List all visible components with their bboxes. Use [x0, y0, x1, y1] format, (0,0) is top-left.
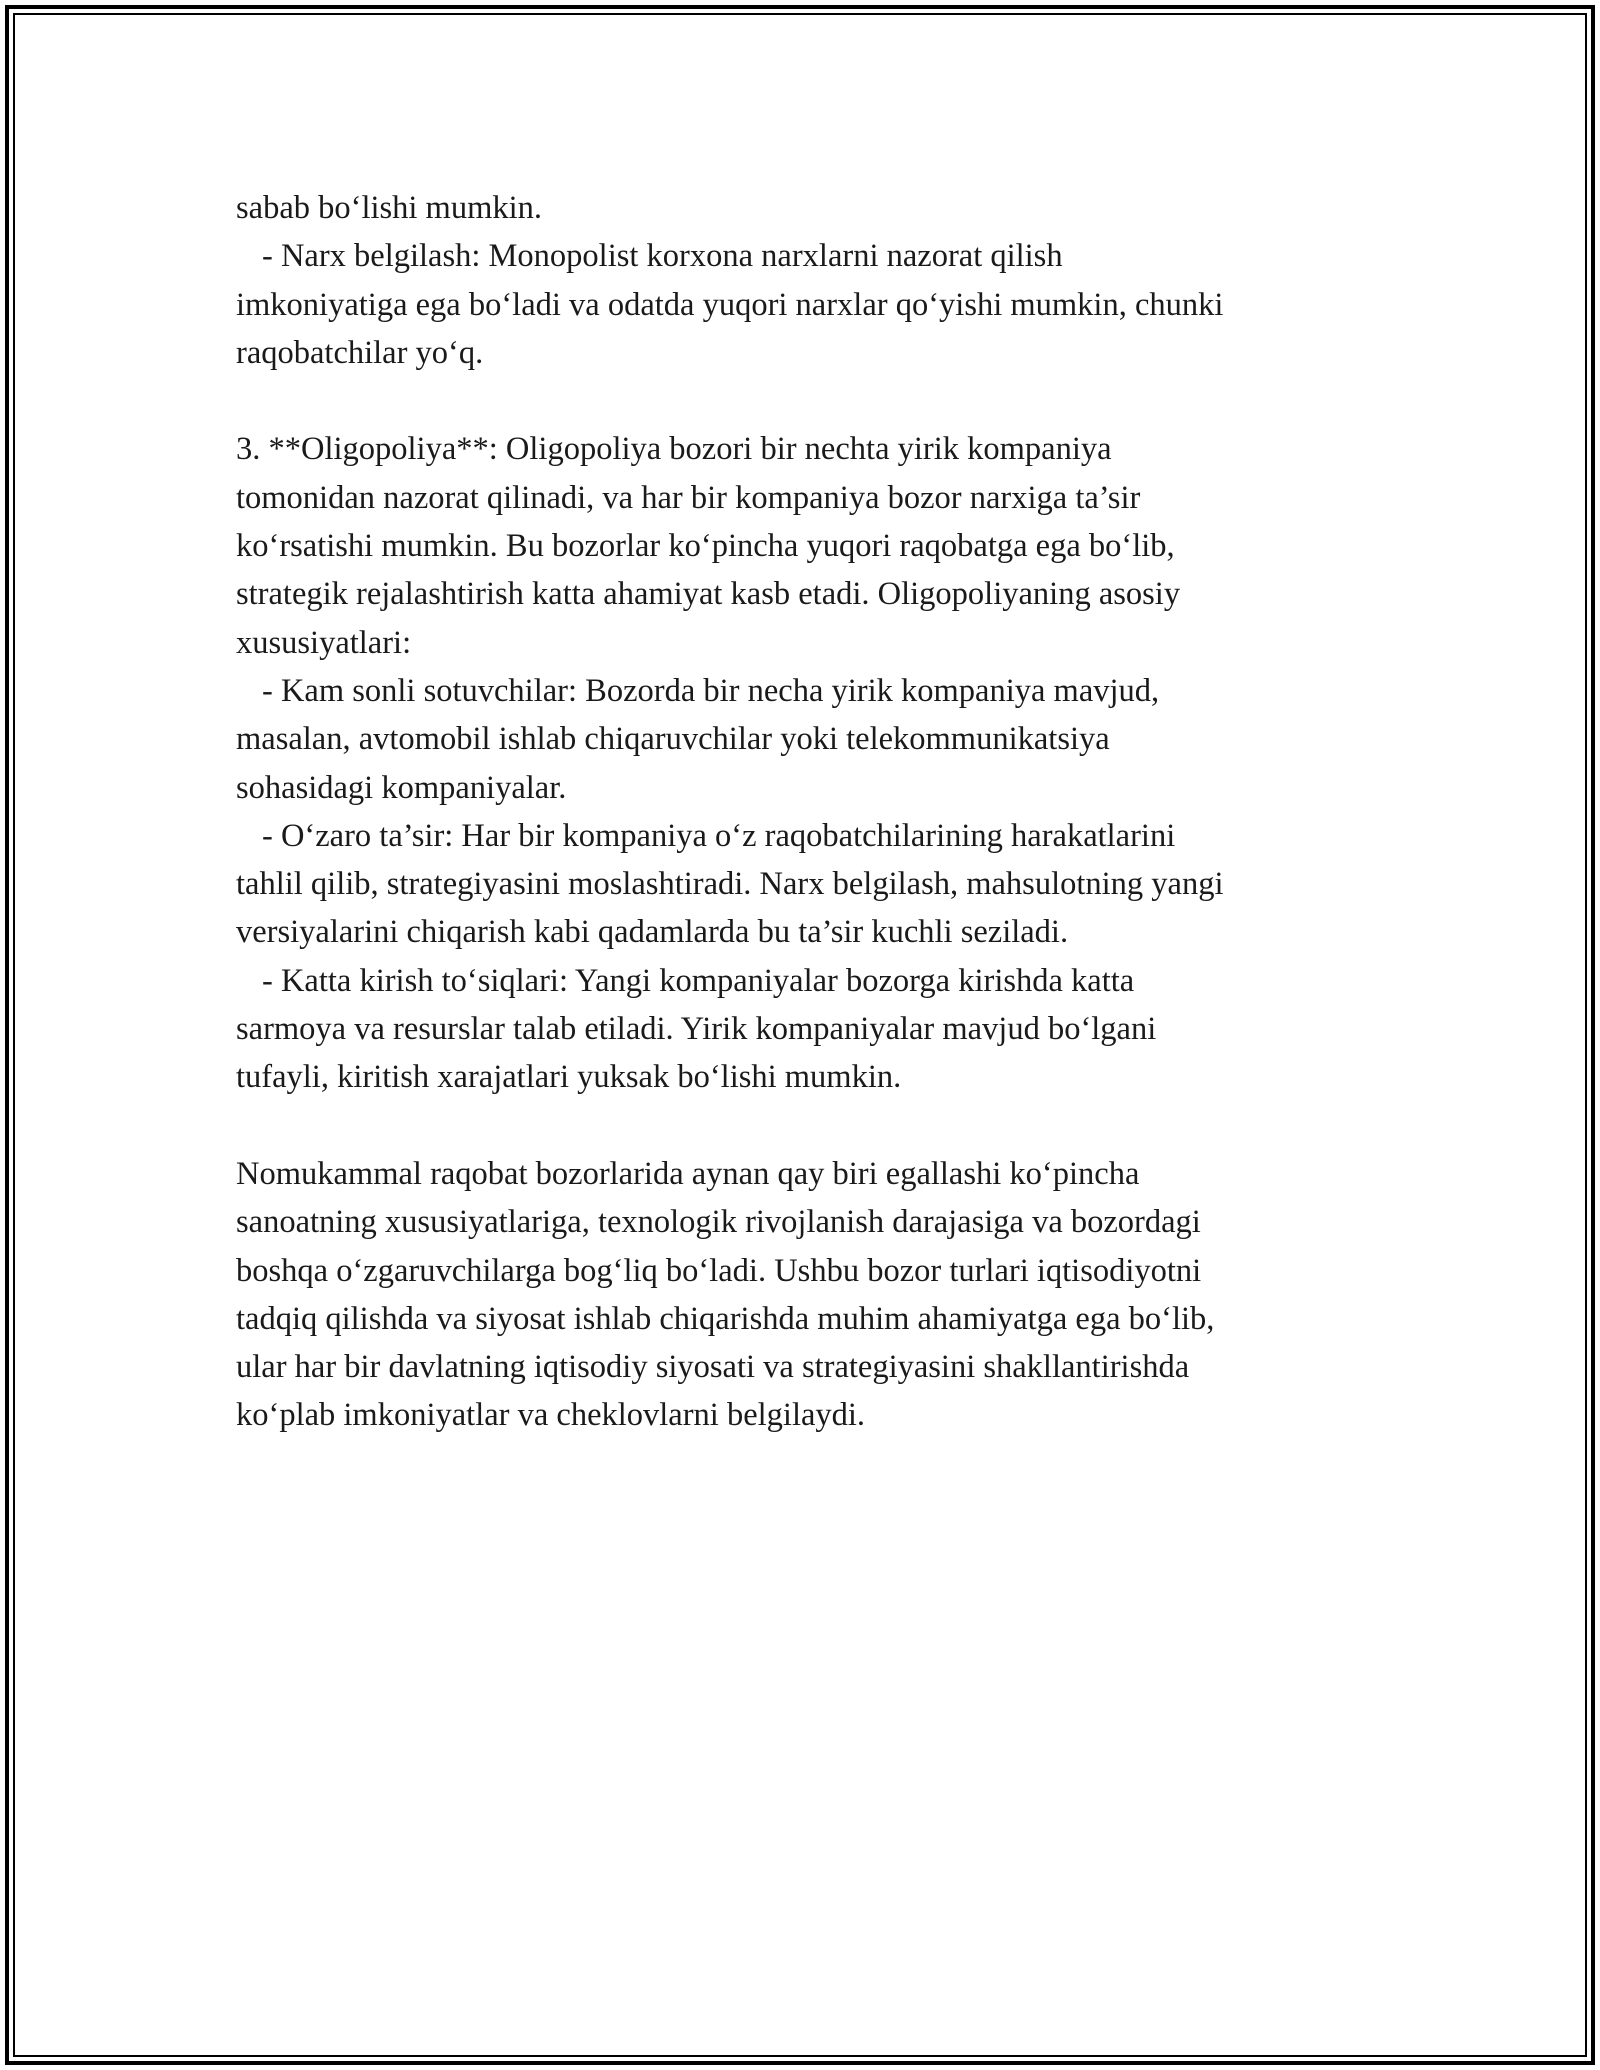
- text-line: imkoniyatiga ega bo‘ladi va odatda yuqori narxlar qo‘yishi mumkin, chunki: [236, 286, 1224, 323]
- text-line: xususiyatlari:: [236, 624, 412, 661]
- text-line: raqobatchilar yo‘q.: [236, 334, 484, 371]
- text-line: sarmoya va resurslar talab etiladi. Yirik kompaniyalar mavjud bo‘lgani: [236, 1011, 1157, 1048]
- text-line: ular har bir davlatning iqtisodiy siyosati va strategiyasini shakllantirishda: [236, 1349, 1190, 1386]
- text-line: Nomukammal raqobat bozorlarida aynan qay biri egallashi ko‘pincha: [236, 1155, 1140, 1192]
- text-line: masalan, avtomobil ishlab chiqaruvchilar yoki telekommunikatsiya: [236, 721, 1110, 758]
- text-line: - O‘zaro ta’sir: Har bir kompaniya o‘z raqobatchilarining harakatlarini: [262, 817, 1176, 854]
- text-line: ko‘rsatishi mumkin. Bu bozorlar ko‘pincha yuqori raqobatga ega bo‘lib,: [236, 528, 1175, 565]
- text-line: ko‘plab imkoniyatlar va cheklovlarni belgilaydi.: [236, 1397, 866, 1434]
- text-line: - Narx belgilash: Monopolist korxona narxlarni nazorat qilish: [262, 238, 1063, 275]
- text-line: tufayli, kiritish xarajatlari yuksak bo‘lishi mumkin.: [236, 1059, 902, 1096]
- document-body: [236, 184, 1366, 1440]
- text-line: 3. **Oligopoliya**: Oligopoliya bozori bir nechta yirik kompaniya: [236, 431, 1112, 468]
- paragraph-gap: [236, 377, 1366, 425]
- text-line: sanoatning xususiyatlariga, texnologik rivojlanish darajasiga va bozordagi: [236, 1204, 1201, 1241]
- text-line: tadqiq qilishda va siyosat ishlab chiqarishda muhim ahamiyatga ega bo‘lib,: [236, 1300, 1215, 1337]
- text-line: - Kam sonli sotuvchilar: Bozorda bir necha yirik kompaniya mavjud,: [262, 672, 1160, 709]
- text-line: boshqa o‘zgaruvchilarga bog‘liq bo‘ladi. Ushbu bozor turlari iqtisodiyotni: [236, 1252, 1202, 1289]
- paragraph-gap: [236, 1102, 1366, 1150]
- text-line: sabab bo‘lishi mumkin.: [236, 190, 543, 226]
- text-line: - Katta kirish to‘siqlari: Yangi kompaniyalar bozorga kirishda katta: [262, 962, 1135, 999]
- text-line: sohasidagi kompaniyalar.: [236, 769, 567, 806]
- text-line: strategik rejalashtirish katta ahamiyat kasb etadi. Oligopoliyaning asosiy: [236, 576, 1181, 613]
- text-line: tomonidan nazorat qilinadi, va har bir kompaniya bozor narxiga ta’sir: [236, 479, 1141, 516]
- text-line: versiyalarini chiqarish kabi qadamlarda bu ta’sir kuchli seziladi.: [236, 914, 1069, 951]
- text-line: tahlil qilib, strategiyasini moslashtiradi. Narx belgilash, mahsulotning yangi: [236, 866, 1224, 903]
